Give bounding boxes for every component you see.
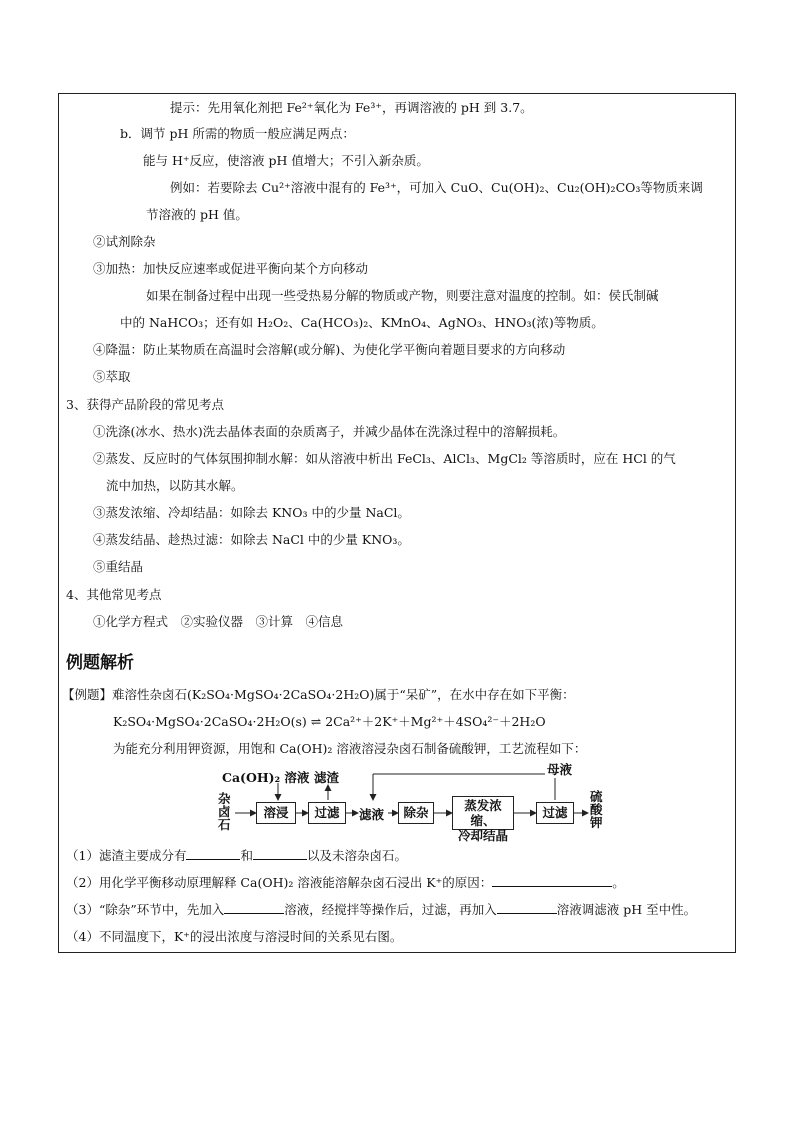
answer-blank[interactable] [186,847,240,860]
impurity-removal-box: 除杂 [398,802,434,824]
section-heading: 例题解析 [66,653,134,673]
list-item: ③蒸发浓缩、冷却结晶：如除去 KNO₃ 中的少量 NaCl。 [93,505,410,520]
answer-blank[interactable] [224,901,284,914]
dissolve-step-box: 溶浸 [256,802,296,824]
box-line-2: 冷却结晶 [457,828,508,843]
q2-text-b: 。 [612,875,625,890]
text-line: 中的 NaHCO₃；还有如 H₂O₂、Ca(HCO₃)₂、KMnO₄、AgNO₃、HNO₃(浓)等物质。 [120,315,604,330]
list-item: ②试剂除杂 [93,234,156,249]
q1-text-a: （1）滤渣主要成分有 [66,848,187,863]
list-item: ④蒸发结晶、趁热过滤：如除去 NaCl 中的少量 KNO₃。 [93,532,410,547]
answer-blank[interactable] [492,874,612,887]
q2-text-a: （2）用化学平衡移动原理解释 Ca(OH)₂ 溶液能溶解杂卤石浸出 K⁺的原因： [66,875,493,890]
residue-label: 滤渣 [314,770,340,785]
text-line: 节溶液的 pH 值。 [146,207,248,222]
answer-blank[interactable] [253,847,307,860]
product-label: 硫酸钾 [590,789,603,830]
question-2 [66,874,625,892]
text-line: 能与 H⁺反应，使溶液 pH 值增大；不引入新杂质。 [143,153,429,168]
list-item: ⑤萃取 [93,369,131,384]
point-b: b．调节 pH 所需的物质一般应满足两点： [120,126,355,141]
question-1 [66,847,407,865]
start-material-label: 杂卤石 [218,791,231,832]
list-item: ①化学方程式 ②实验仪器 ③计算 ④信息 [93,614,344,629]
q1-text-c: 以及未溶杂卤石。 [306,848,407,863]
q1-text-b: 和 [240,848,253,863]
list-item: ①洗涤(冰水、热水)洗去晶体表面的杂质离子，并减少晶体在洗涤过程中的溶解损耗。 [93,424,566,439]
answer-blank[interactable] [497,901,557,914]
input-label: Ca(OH)₂ 溶液 [222,770,310,785]
text-line: 为能充分利用钾资源，用饱和 Ca(OH)₂ 溶液溶浸杂卤石制备硫酸钾，工艺流程如下： [113,741,587,756]
list-item: ③加热：加快反应速率或促进平衡向某个方向移动 [93,261,369,276]
question-4: （4）不同温度下，K⁺的浸出浓度与溶浸时间的关系见右图。 [66,929,403,944]
list-item: ④降温：防止某物质在高温时会溶解(或分解)、为使化学平衡向着题目要求的方向移动 [93,342,566,357]
text-line: 例如：若要除去 Cu²⁺溶液中混有的 Fe³⁺，可加入 CuO、Cu(OH)₂、Cu₂(OH)₂CO₃等物质来调 [170,180,703,195]
question-3 [66,901,696,919]
text-line: 如果在制备过程中出现一些受热易分解的物质或产物，则要注意对温度的控制。如：侯氏制碱 [146,288,659,303]
q3-text-c: 溶液调滤液 pH 至中性。 [556,902,697,917]
text-line: 流中加热，以防其水解。 [106,478,244,493]
hint-line: 提示：先用氧化剂把 Fe²⁺氧化为 Fe³⁺，再调溶液的 pH 到 3.7。 [170,100,533,115]
list-item: ②蒸发、反应时的气体氛围抑制水解：如从溶液中析出 FeCl₃、AlCl₃、MgCl₂ 等溶质时，应在 HCl 的气 [93,451,676,466]
equilibrium-equation: K₂SO₄·MgSO₄·2CaSO₄·2H₂O(s) ⇌ 2Ca²⁺＋2K⁺＋Mg²⁺＋4SO₄²⁻＋2H₂O [113,714,546,729]
filtrate-label: 滤液 [359,807,385,822]
mother-liquor-label: 母液 [547,762,573,777]
final-filter-box: 过滤 [536,802,574,824]
filter-step-box: 过滤 [308,802,346,824]
evaporate-crystallize-box [452,796,514,843]
list-item: ⑤重结晶 [93,559,144,574]
q3-text-a: （3）“除杂”环节中，先加入 [66,902,225,917]
box-line-1: 蒸发浓缩、 [464,798,502,828]
example-intro: 【例题】难溶性杂卤石(K₂SO₄·MgSO₄·2CaSO₄·2H₂O)属于“呆矿”，在水中存在如下平衡： [62,687,575,702]
q3-text-b: 溶液，经搅拌等操作后，过滤，再加入 [284,902,497,917]
process-flow-diagram [218,762,608,843]
section-title: 4、其他常见考点 [66,587,162,602]
section-title: 3、获得产品阶段的常见考点 [66,397,224,412]
